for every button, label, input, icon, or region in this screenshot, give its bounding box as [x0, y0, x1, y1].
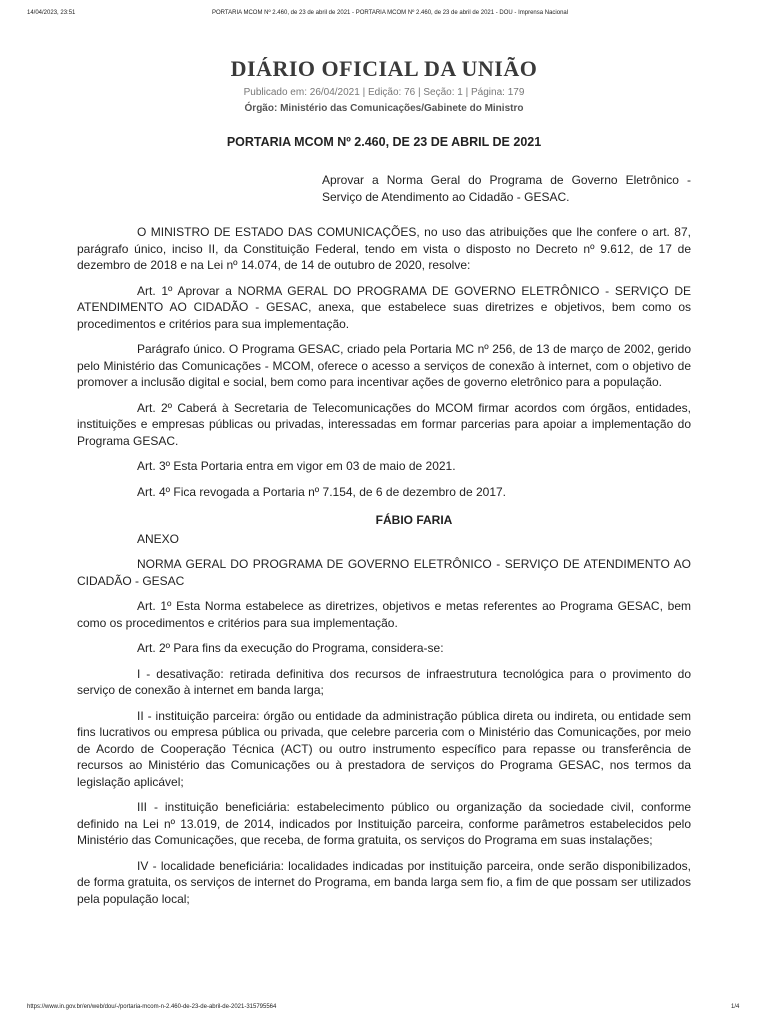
print-url: https://www.in.gov.br/en/web/dou/-/portaria-mcom-n-2.460-de-23-de-abril-de-2021-315795564	[27, 1004, 277, 1010]
document-body	[77, 224, 691, 916]
paragraph: Art. 2º Para fins da execução do Programa, considera-se:	[137, 641, 444, 655]
print-date: 14/04/2023, 23:51	[27, 10, 76, 16]
paragraph: Art. 2º Caberá à Secretaria de Telecomunicações do MCOM firmar acordos com órgãos, entidades, instituições e empresas públicas ou privadas, interessadas em formar parcerias para apoiar a implementação do Programa GESAC.	[77, 400, 691, 448]
publication-info: Publicado em: 26/04/2021 | Edição: 76 | Seção: 1 | Página: 179	[243, 87, 525, 98]
paragraph: Art. 1º Esta Norma estabelece as diretrizes, objetivos e metas referentes ao Programa GESAC, bem como os procedimentos e critérios para sua implementação.	[77, 599, 691, 630]
newspaper-title: DIÁRIO OFICIAL DA UNIÃO	[230, 56, 538, 81]
organ-info: Órgão: Ministério das Comunicações/Gabinete do Ministro	[244, 103, 524, 114]
paragraph: II - instituição parceira: órgão ou entidade da administração pública direta ou indireta, ou entidade sem fins lucrativos ou empresa pública ou privada, que celebre parceria com o Ministério das Comunicações, por meio de Acordo de Cooperação Técnica (ACT) ou outro instrumento específico para repasse ou transferência de recursos ao Ministério das Comunicações ou à prestadora de serviços do Programa GESAC, nos termos da legislação aplicável;	[77, 708, 691, 789]
masthead	[0, 56, 768, 114]
ementa: Aprovar a Norma Geral do Programa de Governo Eletrônico - Serviço de Atendimento ao Cidadão - GESAC.	[322, 173, 691, 204]
paragraph: Parágrafo único. O Programa GESAC, criado pela Portaria MC nº 256, de 13 de março de 2002, gerido pelo Ministério das Comunicações - MCOM, oferece o acesso a serviços de conexão à internet, com o objetivo de promover a inclusão digital e social, bem como para incentivar ações de governo eletrônico para a população.	[77, 342, 691, 389]
annex-heading: ANEXO	[137, 531, 180, 546]
print-page-title: PORTARIA MCOM Nº 2.460, de 23 de abril de 2021 - PORTARIA MCOM Nº 2.460, de 23 de abril de 2021 - DOU - Imprensa Nacional	[212, 10, 569, 16]
paragraph: Art. 4º Fica revogada a Portaria nº 7.154, de 6 de dezembro de 2017.	[137, 484, 506, 499]
document-title: PORTARIA MCOM Nº 2.460, DE 23 DE ABRIL DE 2021	[226, 135, 542, 149]
paragraph: III - instituição beneficiária: estabelecimento público ou organização da sociedade civil, conforme definido na Lei nº 13.019, de 2014, indicados por Instituição parceira, conforme parâmetros estabelecidos pelo Ministério das Comunicações, que receba, de forma gratuita, os serviços do Programa em suas instalações;	[77, 800, 691, 847]
paragraph: NORMA GERAL DO PROGRAMA DE GOVERNO ELETRÔNICO - SERVIÇO DE ATENDIMENTO AO CIDADÃO - GESAC	[77, 557, 691, 588]
paragraph: Art. 1º Aprovar a NORMA GERAL DO PROGRAMA DE GOVERNO ELETRÔNICO - SERVIÇO DE ATENDIMENTO AO CIDADÃO - GESAC, anexa, que estabelece suas diretrizes e objetivos, bem como os procedimentos e critérios para sua implementação.	[77, 283, 691, 331]
signature: FÁBIO FARIA	[375, 513, 453, 527]
page-number: 1/4	[731, 1004, 740, 1010]
paragraph: O MINISTRO DE ESTADO DAS COMUNICAÇÕES, no uso das atribuições que lhe confere o art. 87, parágrafo único, inciso II, da Constituição Federal, tendo em vista o disposto no Decreto nº 9.612, de 17 de dezembro de 2018 e na Lei nº 14.074, de 14 de outubro de 2020, resolve:	[77, 225, 691, 272]
paragraph: Art. 3º Esta Portaria entra em vigor em 03 de maio de 2021.	[137, 459, 456, 473]
paragraph: IV - localidade beneficiária: localidades indicadas por instituição parceira, onde serão disponibilizados, de forma gratuita, os serviços de internet do Programa, em banda larga sem fio, a fim de que possam ser utilizados pela população local;	[77, 858, 691, 906]
paragraph: I - desativação: retirada definitiva dos recursos de infraestrutura tecnológica para o provimento do serviço de conexão à internet em banda larga;	[77, 666, 691, 697]
